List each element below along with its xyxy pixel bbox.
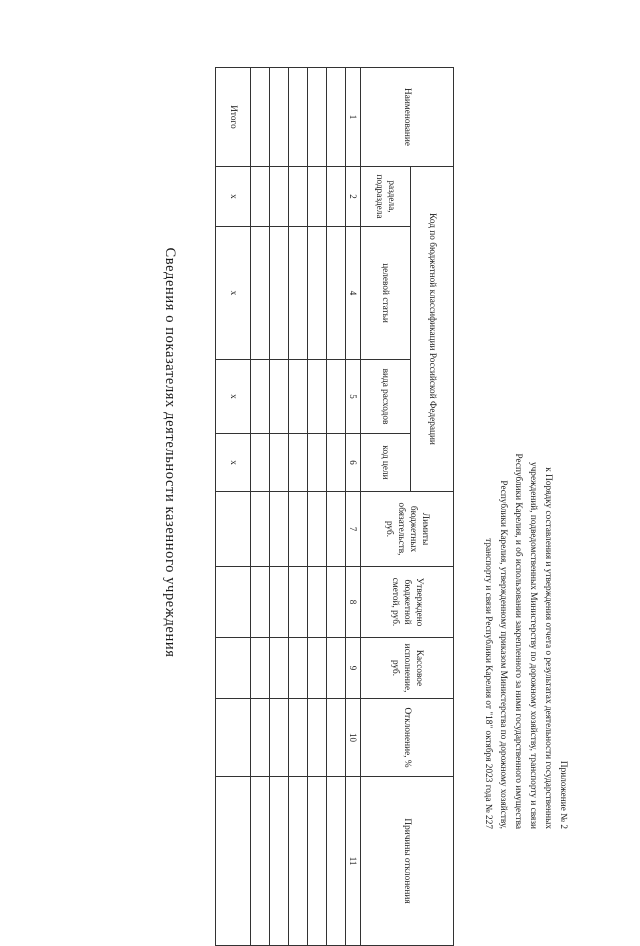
table-cell [327, 492, 346, 567]
table-cell [327, 68, 346, 167]
table-row [289, 68, 308, 946]
table-cell [251, 492, 270, 567]
table-cell [251, 434, 270, 492]
column-number: 6 [346, 434, 361, 492]
table-cell [289, 699, 308, 777]
header-deviation: Отклонение, % [361, 699, 454, 777]
appendix-line: учреждений, подведомственных Министерству по дорожному хозяйству, транспорту и связи [528, 461, 538, 829]
appendix-line: Республики Карелия, утвержденному приказом Министерства по дорожному хозяйству, [498, 480, 508, 829]
column-number: 10 [346, 699, 361, 777]
total-expense-type: х [216, 360, 251, 434]
table-cell [251, 567, 270, 638]
table-cell [251, 777, 270, 946]
table-cell [270, 167, 289, 227]
header-section: раздела, подраздела [361, 167, 411, 227]
column-number: 1 [346, 68, 361, 167]
table-cell [289, 68, 308, 167]
table-cell [251, 638, 270, 699]
column-number: 11 [346, 777, 361, 946]
table-row [308, 68, 327, 946]
table-row [327, 68, 346, 946]
table-cell [270, 68, 289, 167]
appendix-line: транспорту и связи Республики Карелия от "18" октября 2023 года № 227 [483, 538, 493, 829]
total-deviation [216, 699, 251, 777]
table-cell [270, 699, 289, 777]
table-cell [270, 492, 289, 567]
appendix-note [480, 359, 570, 829]
table-cell [327, 567, 346, 638]
table-cell [308, 68, 327, 167]
header-deviation-reasons: Причины отклонения [361, 777, 454, 946]
appendix-line: Приложение № 2 [558, 760, 568, 829]
table-cell [327, 434, 346, 492]
table-cell [308, 638, 327, 699]
appendix-line: Республики Карелия, и об использовании закрепленного за ними государственного имущества [513, 453, 523, 829]
table-cell [327, 360, 346, 434]
table-cell [289, 227, 308, 360]
table-cell [308, 434, 327, 492]
column-number: 7 [346, 492, 361, 567]
table-cell [327, 699, 346, 777]
table-cell [327, 167, 346, 227]
table-cell [308, 167, 327, 227]
table-cell [289, 434, 308, 492]
table-cell [251, 699, 270, 777]
table-cell [289, 567, 308, 638]
table-cell [289, 492, 308, 567]
table-cell [327, 227, 346, 360]
indicators-table [215, 67, 454, 946]
table-cell [308, 699, 327, 777]
total-approved-estimate [216, 567, 251, 638]
total-cash-execution [216, 638, 251, 699]
header-purpose-code: код цели [361, 434, 411, 492]
table-row [270, 68, 289, 946]
header-cash-execution: Кассовое исполнение, руб. [361, 638, 454, 699]
table-cell [289, 777, 308, 946]
total-target-article: х [216, 227, 251, 360]
table-cell [270, 360, 289, 434]
column-number: 5 [346, 360, 361, 434]
table-cell [251, 227, 270, 360]
header-expense-type: вида расходов [361, 360, 411, 434]
table-cell [270, 434, 289, 492]
column-number: 8 [346, 567, 361, 638]
table-cell [270, 638, 289, 699]
table-cell [251, 167, 270, 227]
header-budget-code: Код по бюджетной классификации Российской Федерации [411, 167, 454, 492]
total-deviation-reasons [216, 777, 251, 946]
table-cell [308, 227, 327, 360]
column-number: 9 [346, 638, 361, 699]
total-section: х [216, 167, 251, 227]
table-cell [327, 638, 346, 699]
table-cell [289, 638, 308, 699]
header-approved-estimate: Утверждено бюджетной сметой, руб. [361, 567, 454, 638]
total-limits [216, 492, 251, 567]
table-cell [308, 777, 327, 946]
table-cell [308, 492, 327, 567]
header-name: Наименование [361, 68, 454, 167]
table-cell [327, 777, 346, 946]
appendix-line: к Порядку составления и утверждения отчета о результатах деятельности государственных [543, 467, 553, 829]
header-limits: Лимиты бюджетных обязательств, руб. [361, 492, 454, 567]
table-cell [251, 68, 270, 167]
table-cell [289, 360, 308, 434]
table-cell [251, 360, 270, 434]
total-purpose-code: х [216, 434, 251, 492]
table-cell [308, 360, 327, 434]
total-label: Итого [216, 68, 251, 167]
table-cell [289, 167, 308, 227]
table-cell [270, 777, 289, 946]
header-target-article: целевой статьи [361, 227, 411, 360]
table-cell [270, 227, 289, 360]
table-row [251, 68, 270, 946]
table-cell [308, 567, 327, 638]
table-cell [270, 567, 289, 638]
data-rows [251, 68, 346, 946]
column-number: 2 [346, 167, 361, 227]
page-title: Сведения о показателях деятельности казенного учреждения [162, 247, 178, 658]
column-number: 4 [346, 227, 361, 360]
